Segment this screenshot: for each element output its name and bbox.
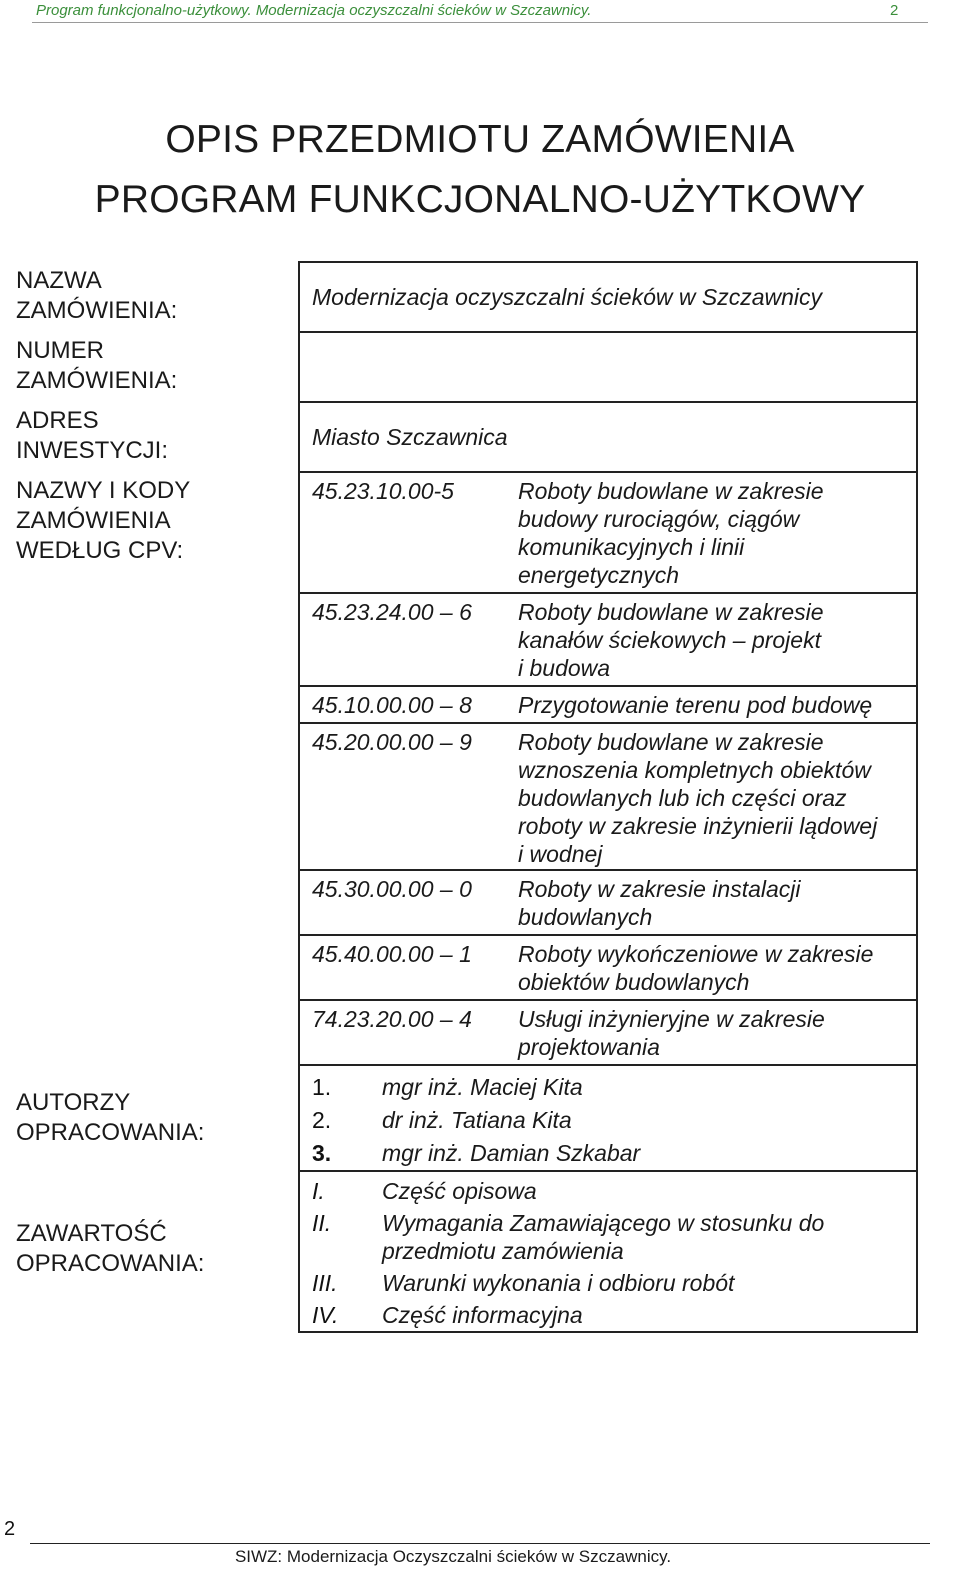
contents-item-number: IV. [312, 1302, 339, 1328]
contents-item-number: I. [312, 1178, 325, 1204]
author-name: dr inż. Tatiana Kita [382, 1107, 572, 1133]
cpv-description-line: energetycznych [518, 562, 680, 588]
cpv-description-line: komunikacyjnych i linii [518, 534, 745, 560]
running-header-page-number: 2 [890, 2, 899, 19]
cpv-code: 74.23.20.00 – 4 [312, 1006, 472, 1032]
cpv-row [300, 871, 916, 936]
cpv-description-line: Przygotowanie terenu pod budowę [518, 692, 873, 718]
label-contents-line-2: OPRACOWANIA: [16, 1250, 205, 1277]
cpv-description-line: wznoszenia kompletnych obiektów [518, 757, 871, 783]
author-entry [300, 1103, 916, 1136]
row-authors [300, 1066, 916, 1172]
label-order-number-line-2: ZAMÓWIENIA: [16, 367, 178, 394]
contents-item-number: II. [312, 1210, 332, 1236]
contents-item-text [382, 1301, 902, 1329]
cpv-code: 45.40.00.00 – 1 [312, 941, 472, 967]
cpv-code: 45.30.00.00 – 0 [312, 876, 472, 902]
label-authors [16, 1088, 286, 1148]
cpv-code: 45.10.00.00 – 8 [312, 692, 472, 718]
cpv-row [300, 1001, 916, 1066]
contents-item-text [382, 1177, 902, 1205]
row-order-number [300, 333, 916, 403]
cpv-description-line: Roboty w zakresie instalacji [518, 876, 801, 902]
order-name-value: Modernizacja oczyszczalni ścieków w Szczawnicy [312, 284, 822, 310]
contents-item-line: Warunki wykonania i odbioru robót [382, 1270, 735, 1296]
row-order-name [300, 263, 916, 333]
label-contents-line-1: ZAWARTOŚĆ [16, 1220, 167, 1247]
row-contents [300, 1172, 916, 1333]
label-order-number-line-1: NUMER [16, 337, 104, 364]
contents-item-text [382, 1269, 902, 1297]
cpv-description [518, 477, 908, 589]
label-order-name [16, 266, 286, 326]
cpv-row [300, 724, 916, 871]
cpv-description [518, 691, 908, 719]
label-address-line-2: INWESTYCJI: [16, 437, 169, 464]
cpv-row [300, 936, 916, 1001]
cpv-code: 45.20.00.00 – 9 [312, 729, 472, 755]
label-cpv-codes [16, 476, 286, 566]
cpv-description [518, 940, 908, 996]
document-title-line-2: PROGRAM FUNKCJONALNO-UŻYTKOWY [94, 178, 866, 221]
cpv-description-line: i wodnej [518, 841, 603, 867]
contents-item-text [382, 1209, 902, 1265]
cpv-description-line: Roboty budowlane w zakresie [518, 729, 824, 755]
cpv-description-line: Roboty wykończeniowe w zakresie [518, 941, 874, 967]
cpv-description-line: Roboty budowlane w zakresie [518, 478, 824, 504]
running-header-title: Program funkcjonalno-użytkowy. Modernizacja oczyszczalni ścieków w Szczawnicy. [36, 2, 592, 19]
cpv-row [300, 687, 916, 724]
label-order-name-line-1: NAZWA [16, 267, 102, 294]
cpv-description-line: projektowania [518, 1034, 660, 1060]
author-number: 1. [312, 1074, 332, 1100]
cpv-description [518, 875, 908, 931]
author-name: mgr inż. Damian Szkabar [382, 1140, 641, 1166]
contents-item-line: Część informacyjna [382, 1302, 583, 1328]
cpv-description-line: Roboty budowlane w zakresie [518, 599, 824, 625]
header-rule [32, 22, 928, 23]
footer-page-number: 2 [4, 1518, 16, 1540]
cpv-code: 45.23.24.00 – 6 [312, 599, 472, 625]
document-title-line-1: OPIS PRZEDMIOTU ZAMÓWIENIA [165, 118, 795, 161]
author-entry [300, 1070, 916, 1103]
cpv-row [300, 594, 916, 687]
cpv-description [518, 598, 908, 682]
author-entry [300, 1136, 916, 1169]
label-address-line-1: ADRES [16, 407, 99, 434]
author-name: mgr inż. Maciej Kita [382, 1074, 583, 1100]
label-investment-address [16, 406, 286, 466]
cpv-row [300, 473, 916, 594]
row-investment-address [300, 403, 916, 473]
label-cpv-line-3: WEDŁUG CPV: [16, 537, 184, 564]
cpv-description [518, 728, 908, 868]
contents-item-line: przedmiotu zamówienia [382, 1238, 624, 1264]
cpv-description-line: roboty w zakresie inżynierii lądowej [518, 813, 878, 839]
cpv-description-line: kanałów ściekowych – projekt [518, 627, 821, 653]
author-number: 3. [312, 1140, 332, 1166]
footer-rule [30, 1543, 930, 1544]
order-details-table [298, 261, 918, 1333]
author-number: 2. [312, 1107, 332, 1133]
contents-item-number: III. [312, 1270, 338, 1296]
cpv-description-line: obiektów budowlanych [518, 969, 750, 995]
cpv-description-line: Usługi inżynieryjne w zakresie [518, 1006, 825, 1032]
cpv-description-line: i budowa [518, 655, 611, 681]
cpv-description-line: budowlanych [518, 904, 653, 930]
label-authors-line-1: AUTORZY [16, 1089, 131, 1116]
label-cpv-line-2: ZAMÓWIENIA [16, 507, 171, 534]
label-order-number [16, 336, 286, 396]
footer-text: SIWZ: Modernizacja Oczyszczalni ścieków w Szczawnicy. [234, 1547, 672, 1566]
label-authors-line-2: OPRACOWANIA: [16, 1119, 205, 1146]
cpv-description-line: budowy rurociągów, ciągów [518, 506, 800, 532]
cpv-description [518, 1005, 908, 1061]
label-cpv-line-1: NAZWY I KODY [16, 477, 191, 504]
contents-item-line: Wymagania Zamawiającego w stosunku do [382, 1210, 825, 1236]
address-value: Miasto Szczawnica [312, 424, 508, 450]
contents-item-line: Część opisowa [382, 1178, 537, 1204]
cpv-description-line: budowlanych lub ich części oraz [518, 785, 847, 811]
cpv-code: 45.23.10.00-5 [312, 478, 454, 504]
label-contents [16, 1219, 286, 1279]
label-order-name-line-2: ZAMÓWIENIA: [16, 297, 178, 324]
